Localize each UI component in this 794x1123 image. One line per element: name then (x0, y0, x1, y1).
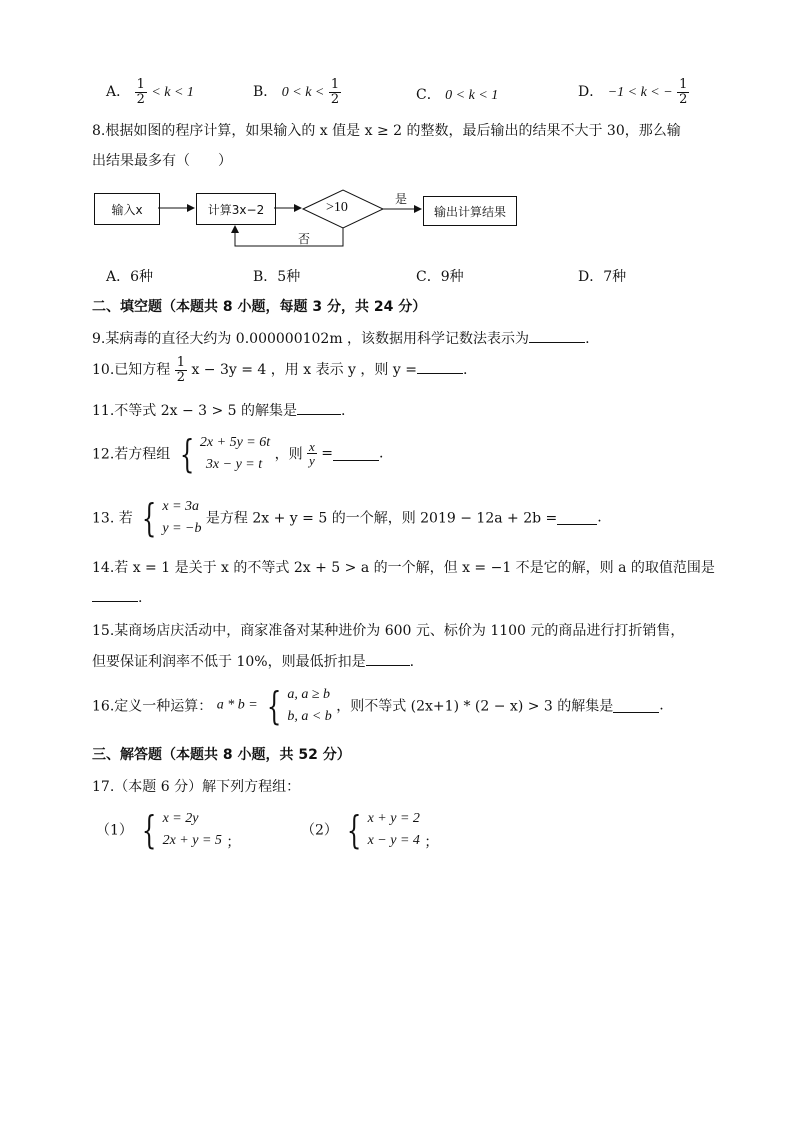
q11: 11.不等式 2x − 3 > 5 的解集是 . (92, 400, 346, 420)
flow-compute-box: 计算3x−2 (196, 193, 276, 225)
equation-system: { x = 3a y = −b (142, 495, 202, 540)
q15-line2: 但要保证利润率不低于 10%，则最低折扣是 . (92, 651, 414, 671)
q14-line1: 14.若 x = 1 是关于 x 的不等式 2x + 5 > a 的一个解，但 x = −1 不是它的解，则 a 的取值范围是 (92, 560, 715, 576)
answer-blank (333, 446, 379, 461)
q14-line2: . (92, 587, 142, 606)
answer-blank (92, 587, 138, 602)
flow-decision-label: >10 (326, 200, 348, 215)
option-d: D． −1 < k < − $\frac{1}{2}$ (578, 77, 688, 107)
q17-part2: （2） { x + y = 2 x − y = 4 ； (301, 807, 439, 852)
option-c: C． 0 < k < 1 (416, 87, 499, 103)
q8-line1: 8.根据如图的程序计算，如果输入的 x 值是 x ≥ 2 的整数，最后输出的结果不大于 30，那么输 (92, 123, 681, 139)
answer-blank (613, 698, 659, 713)
piecewise-definition: { a, a ≥ b b, a < b (266, 683, 332, 728)
q8-option-c: C．9种 (416, 269, 464, 285)
answer-blank (297, 400, 341, 415)
flow-connectors (0, 0, 794, 260)
q8-line2: 出结果最多有（ ） (92, 153, 232, 169)
arrow-loop-back (235, 226, 343, 246)
flow-no-label: 否 (298, 232, 311, 246)
option-b: B． 0 < k < $\frac{1}{2}$ (253, 77, 340, 107)
q8-option-a: A．6种 (106, 269, 154, 285)
fraction-half: $\frac{1}{2}$ (136, 77, 145, 107)
answer-blank (417, 359, 463, 374)
option-a: A． $\frac{1}{2}$ < k < 1 (106, 77, 194, 107)
q17-part1: （1） { x = 2y 2x + y = 5 ； (96, 807, 241, 852)
equation-system: { 2x + 5y = 6t 3x − y = t (179, 431, 271, 476)
fraction-half: $\frac{1}{2}$ (679, 77, 688, 107)
section-fill-in-title: 二、填空题（本题共 8 小题，每题 3 分，共 24 分） (92, 299, 427, 315)
q15-line1: 15.某商场店庆活动中，商家准备对某种进价为 600 元、标价为 1100 元的商品进行打折销售， (92, 623, 685, 639)
answer-blank (557, 510, 597, 525)
q17-prompt: 17.（本题 6 分）解下列方程组： (92, 779, 301, 795)
fraction-x-over-y: $\frac{x}{y}$ (309, 438, 315, 469)
answer-blank (529, 328, 585, 343)
equation-system: { x + y = 2 x − y = 4 (347, 807, 420, 852)
fraction-half: $\frac{1}{2}$ (176, 355, 185, 385)
flow-yes-label: 是 (395, 192, 408, 206)
flow-output-box: 输出计算结果 (423, 196, 517, 226)
q8-option-b: B．5种 (253, 269, 301, 285)
answer-blank (366, 651, 410, 666)
flow-input-box: 输入x (94, 193, 160, 225)
q8-option-d: D．7种 (578, 269, 627, 285)
q12: 12.若方程组 { 2x + 5y = 6t 3x − y = t ，则 $\frac{x}{y}$ = . (92, 431, 384, 476)
q9: 9.某病毒的直径大约为 0.000000102m ，该数据用科学记数法表示为 . (92, 328, 590, 348)
fraction-half: $\frac{1}{2}$ (330, 77, 340, 107)
q10: 10.已知方程 $\frac{1}{2}$ x − 3y = 4 ，用 x 表示 y ，则 y = . (92, 355, 468, 385)
equation-system: { x = 2y 2x + y = 5 (142, 807, 222, 852)
q13: 13. 若 { x = 3a y = −b 是方程 2x + y = 5 的一个解，则 2019 − 12a + 2b = . (92, 495, 602, 540)
q16: 16.定义一种运算： a * b = { a, a ≥ b b, a < b ，则不等式 (2x+1) * (2 − x) > 3 的解集是 . (92, 683, 664, 728)
section-solve-title: 三、解答题（本题共 8 小题，共 52 分） (92, 747, 351, 763)
